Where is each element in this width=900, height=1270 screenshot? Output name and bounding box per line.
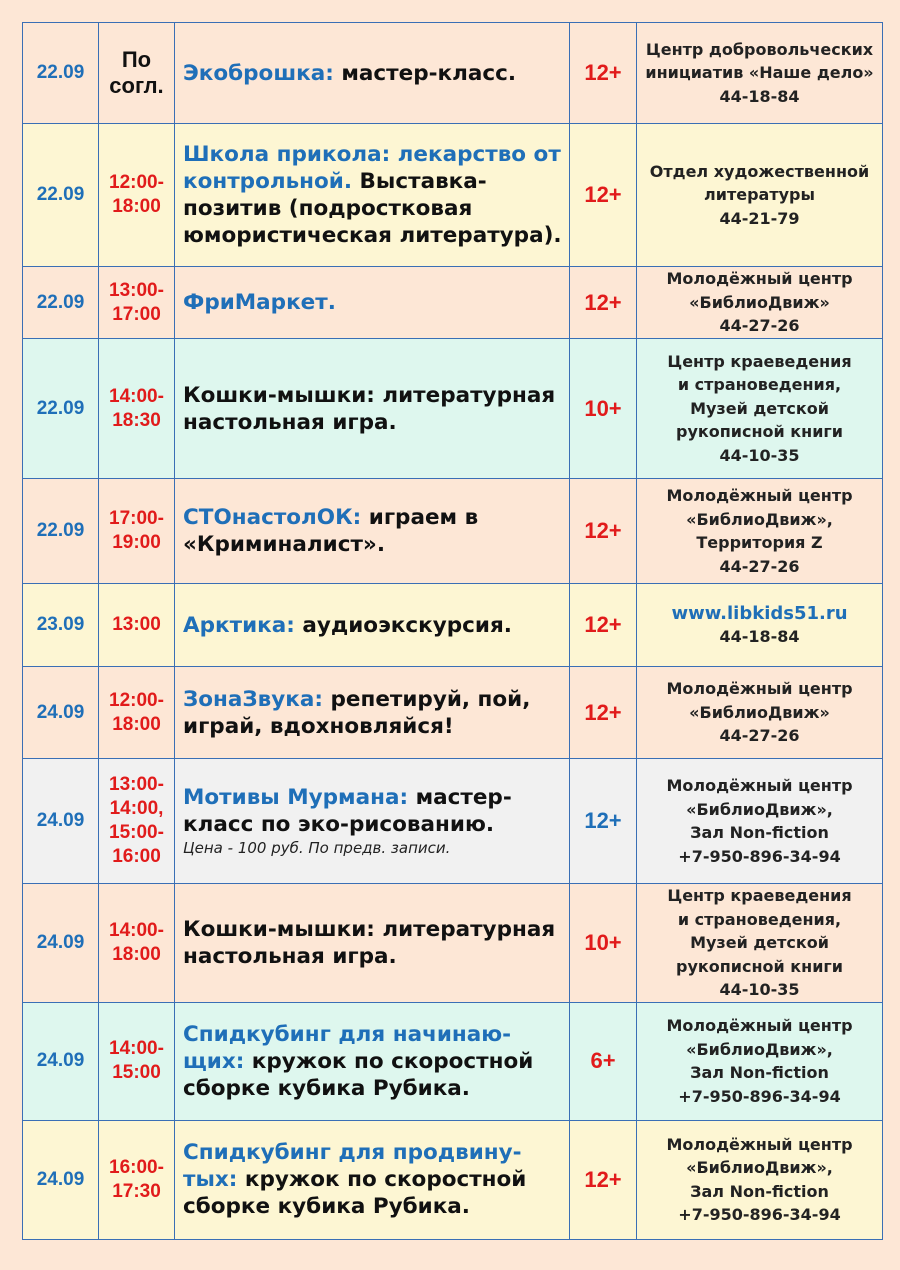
event-description [175, 23, 570, 124]
event-title: ФриМаркет. [183, 290, 336, 315]
event-date: 22.09 [23, 23, 99, 124]
event-title: Школа прикола: лекарство от контрольной. [183, 142, 561, 194]
event-date: 22.09 [23, 479, 99, 584]
event-time: 16:00- 17:30 [99, 1120, 175, 1239]
event-place: Центр краеведения и страноведения, Музей детской рукописной книги 44-10-35 [637, 339, 883, 479]
event-description [175, 267, 570, 339]
event-place: Молодёжный центр «БиблиоДвиж» 44-27-26 [637, 667, 883, 759]
event-title: Мотивы Мурмана: [183, 785, 409, 810]
table-row [23, 884, 883, 1003]
event-date: 24.09 [23, 884, 99, 1003]
age-rating: 12+ [570, 267, 637, 339]
event-text: Кошки-мышки: литературная настольная игра. [183, 382, 556, 435]
event-place: Центр добровольческих инициатив «Наше дело» 44-18-84 [637, 23, 883, 124]
age-rating: 12+ [570, 479, 637, 584]
event-date: 24.09 [23, 667, 99, 759]
event-place: Молодёжный центр «БиблиоДвиж», Зал Non-fiction +7-950-896-34-94 [637, 759, 883, 884]
event-text: кружок по скоростной сборке кубика Рубика. [183, 1048, 534, 1101]
event-time: 13:00- 17:00 [99, 267, 175, 339]
event-title: Экоброшка: [183, 60, 334, 86]
event-text: играем в «Криминалист». [183, 505, 479, 557]
event-description [175, 124, 570, 267]
age-rating: 12+ [570, 759, 637, 884]
event-text: мастер-класс. [333, 60, 517, 86]
table-row [23, 124, 883, 267]
event-title: Спидкубинг для начинаю-щих: [183, 1021, 512, 1074]
event-time: 14:00- 18:00 [99, 884, 175, 1003]
table-row [23, 339, 883, 479]
event-text: мастер-класс по эко-рисованию. [183, 785, 512, 837]
table-row [23, 479, 883, 584]
event-description [175, 584, 570, 667]
event-time: 12:00- 18:00 [99, 124, 175, 267]
event-date: 24.09 [23, 1120, 99, 1239]
event-time: 13:00- 14:00, 15:00- 16:00 [99, 759, 175, 884]
event-date: 23.09 [23, 584, 99, 667]
event-description [175, 1002, 570, 1120]
age-rating: 10+ [570, 884, 637, 1003]
event-description [175, 667, 570, 759]
event-text: аудиоэкскурсия. [294, 612, 512, 638]
event-time: По согл. [99, 23, 175, 124]
event-description [175, 884, 570, 1003]
event-time: 14:00- 18:30 [99, 339, 175, 479]
table-row [23, 267, 883, 339]
event-description [175, 1120, 570, 1239]
event-time: 14:00- 15:00 [99, 1002, 175, 1120]
event-place: www.libkids51.ru 44-18-84 [637, 584, 883, 667]
event-date: 22.09 [23, 339, 99, 479]
table-row [23, 759, 883, 884]
table-row [23, 1120, 883, 1239]
event-description [175, 479, 570, 584]
event-place: Отдел художественной литературы 44-21-79 [637, 124, 883, 267]
event-place: Молодёжный центр «БиблиоДвиж», Территория Z 44-27-26 [637, 479, 883, 584]
event-time: 13:00 [99, 584, 175, 667]
schedule-table [22, 22, 883, 1240]
event-description [175, 339, 570, 479]
event-note: Цена - 100 руб. По предв. записи. [183, 839, 451, 857]
table-row [23, 23, 883, 124]
event-date: 22.09 [23, 124, 99, 267]
event-time: 12:00- 18:00 [99, 667, 175, 759]
event-title: Спидкубинг для продвину-тых: [183, 1140, 522, 1192]
event-date: 24.09 [23, 1002, 99, 1120]
event-place: Центр краеведения и страноведения, Музей детской рукописной книги 44-10-35 [637, 884, 883, 1003]
event-place: Молодёжный центр «БиблиоДвиж», Зал Non-fiction +7-950-896-34-94 [637, 1002, 883, 1120]
event-title: СТОнастолОК: [183, 505, 362, 530]
table-row [23, 667, 883, 759]
age-rating: 12+ [570, 124, 637, 267]
event-text: репетируй, пой, играй, вдохновляйся! [183, 686, 531, 739]
table-row [23, 1002, 883, 1120]
event-time: 17:00- 19:00 [99, 479, 175, 584]
event-text: Выставка-позитив (подростковая юмористическая литература). [183, 169, 562, 248]
event-place: Молодёжный центр «БиблиоДвиж» 44-27-26 [637, 267, 883, 339]
event-title: ЗонаЗвука: [183, 686, 324, 712]
age-rating: 12+ [570, 584, 637, 667]
age-rating: 12+ [570, 667, 637, 759]
event-place: Молодёжный центр «БиблиоДвиж», Зал Non-fiction +7-950-896-34-94 [637, 1120, 883, 1239]
table-row [23, 584, 883, 667]
age-rating: 12+ [570, 1120, 637, 1239]
event-description [175, 759, 570, 884]
event-date: 24.09 [23, 759, 99, 884]
event-date: 22.09 [23, 267, 99, 339]
event-text: Кошки-мышки: литературная настольная игра. [183, 916, 556, 969]
event-title: Арктика: [183, 612, 295, 638]
website-link[interactable]: www.libkids51.ru [671, 602, 848, 624]
age-rating: 6+ [570, 1002, 637, 1120]
age-rating: 12+ [570, 23, 637, 124]
event-text: кружок по скоростной сборке кубика Рубика. [183, 1167, 527, 1219]
age-rating: 10+ [570, 339, 637, 479]
